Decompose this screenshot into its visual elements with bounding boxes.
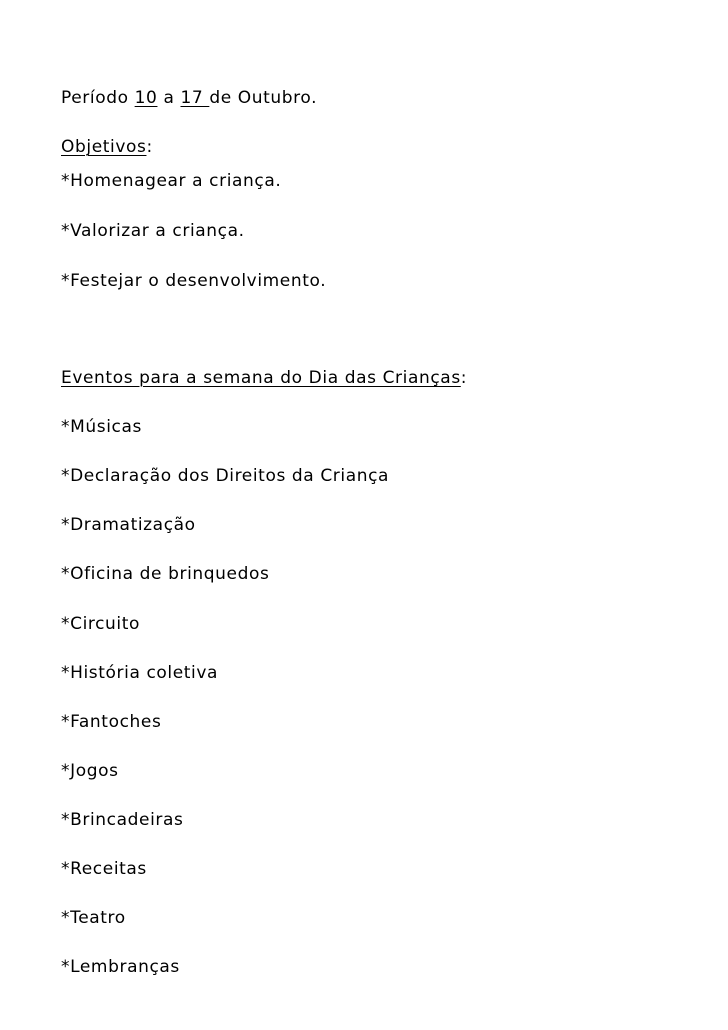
period-prefix: Período [61, 88, 135, 108]
period-mid: a [157, 88, 181, 108]
objectives-heading-line [61, 137, 153, 157]
event-item: *Jogos [61, 761, 119, 781]
objective-item: *Homenagear a criança. [61, 171, 282, 191]
event-item: *Oficina de brinquedos [61, 564, 270, 584]
period-end-day: 17 [180, 88, 210, 108]
events-heading: Eventos para a semana do Dia das Crianças [61, 368, 461, 388]
period-suffix: de Outubro. [209, 88, 318, 108]
event-item: *Teatro [61, 908, 126, 928]
events-heading-line [61, 368, 467, 388]
event-item: *Músicas [61, 417, 142, 437]
event-item: *Receitas [61, 859, 147, 879]
event-item: *História coletiva [61, 663, 219, 683]
objective-item: *Valorizar a criança. [61, 221, 245, 241]
period-line [61, 88, 317, 108]
event-item: *Brincadeiras [61, 810, 184, 830]
objectives-heading: Objetivos [61, 137, 147, 157]
objective-item: *Festejar o desenvolvimento. [61, 271, 327, 291]
event-item: *Fantoches [61, 712, 162, 732]
period-start-day: 10 [134, 88, 158, 108]
objectives-heading-colon: : [146, 137, 153, 157]
event-item: *Declaração dos Direitos da Criança [61, 466, 390, 486]
event-item: *Circuito [61, 614, 141, 634]
events-heading-colon: : [460, 368, 468, 388]
event-item: *Lembranças [61, 957, 180, 977]
event-item: *Dramatização [61, 515, 196, 535]
